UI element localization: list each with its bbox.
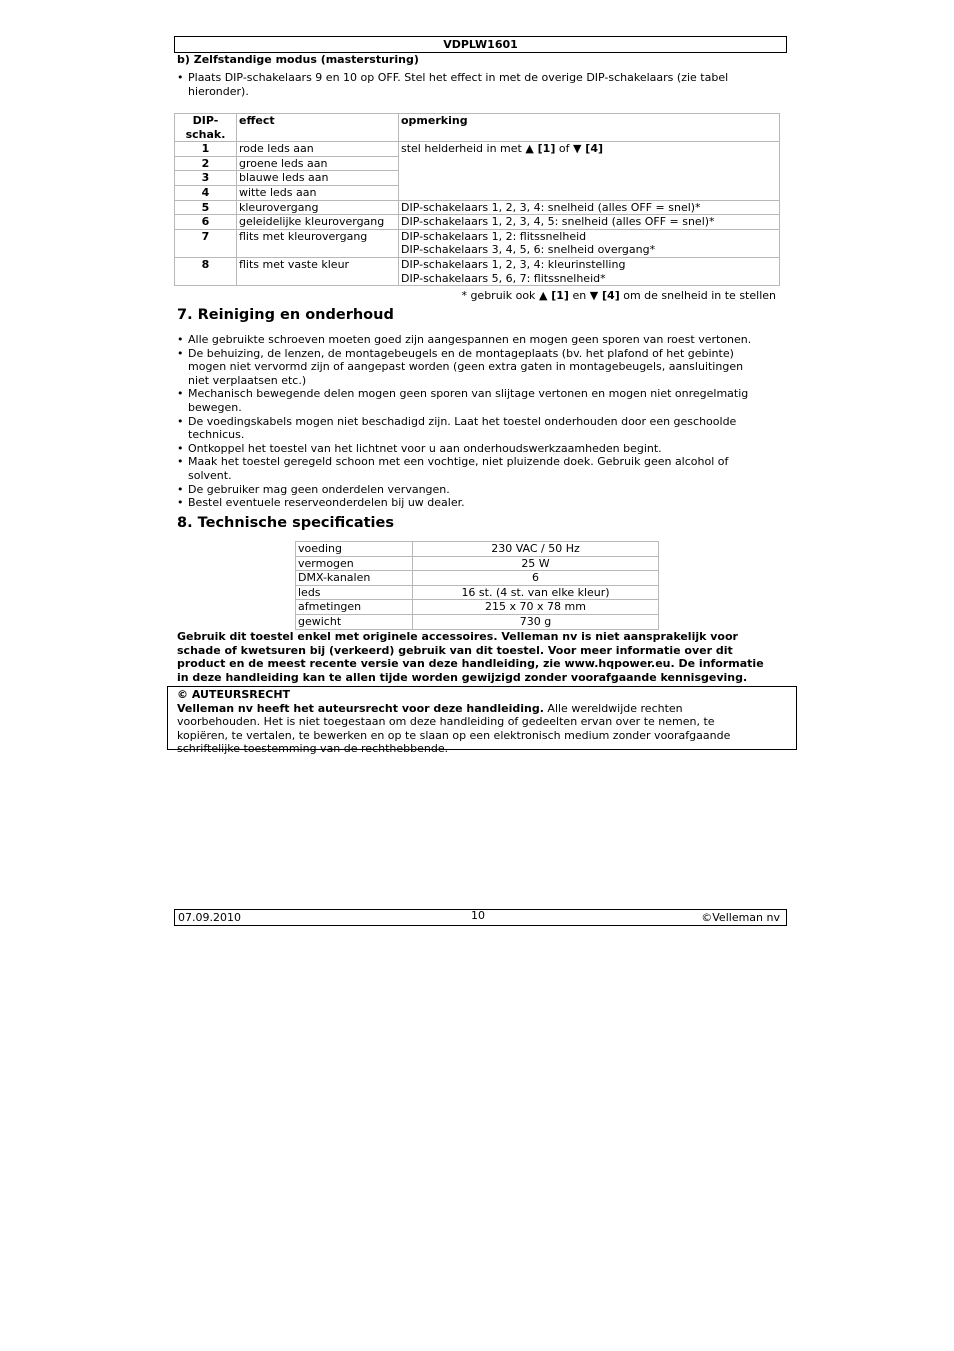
footer-date: 07.09.2010 — [178, 911, 241, 924]
footer-company: ©Velleman nv — [701, 911, 780, 924]
list-item: • De behuizing, de lenzen, de montagebeugels en de montageplaats (bv. het plafond of het gebinte) mogen niet vervormd zijn of aangepast worden (geen extra gaten in montagebeugels, aansluitingen niet verplaatsen etc.) — [177, 347, 767, 388]
list-item: • De voedingskabels mogen niet beschadigd zijn. Laat het toestel onderhouden door een geschoolde technicus. — [177, 415, 767, 442]
accessories-notice: Gebruik dit toestel enkel met originele accessoires. Velleman nv is niet aansprakelijk voor schade of kwetsuren bij (verkeerd) gebruik van dit toestel. Voor meer informatie over dit product en de meest recente versie van deze handleiding, zie www.hqpower.eu. De informatie in deze handleiding kan te allen tijde worden gewijzigd zonder voorafgaande kennisgeving. — [177, 630, 764, 684]
table-row: vermogen 25 W — [296, 556, 659, 571]
table-header-row — [175, 114, 780, 142]
list-item: • De gebruiker mag geen onderdelen vervangen. — [177, 483, 767, 497]
table-row: 6 geleidelijke kleurovergang DIP-schakelaars 1, 2, 3, 4, 5: snelheid (alles OFF = snel)* — [175, 215, 780, 230]
page-number: 10 — [471, 909, 485, 922]
section-b-title: b) Zelfstandige modus (mastersturing) — [177, 53, 419, 66]
table-row: 3 blauwe leds aan — [175, 171, 780, 186]
table-row: DMX-kanalen 6 — [296, 571, 659, 586]
table-row: 5 kleurovergang DIP-schakelaars 1, 2, 3, 4: snelheid (alles OFF = snel)* — [175, 200, 780, 215]
up-arrow-icon: ▲ — [525, 142, 534, 156]
table-row: 1 rode leds aan stel helderheid in met ▲ [1] of ▼ [4] — [175, 142, 780, 157]
table-row: 4 witte leds aan — [175, 185, 780, 200]
list-item: • Maak het toestel geregeld schoon met een vochtige, niet pluizende doek. Gebruik geen alcohol of solvent. — [177, 455, 767, 482]
list-item: • Bestel eventuele reserveonderdelen bij uw dealer. — [177, 496, 767, 510]
header-effect: effect — [237, 114, 399, 142]
down-arrow-icon: ▼ — [572, 142, 582, 156]
table-row: voeding 230 VAC / 50 Hz — [296, 542, 659, 557]
section-8-title: 8. Technische specificaties — [177, 515, 394, 531]
section-7-bullets — [177, 333, 767, 510]
table-row: afmetingen 215 x 70 x 78 mm — [296, 600, 659, 615]
list-item: • Plaats DIP-schakelaars 9 en 10 op OFF. Stel het effect in met de overige DIP-schakelaars (zie tabel hieronder). — [177, 71, 775, 98]
list-item: • Ontkoppel het toestel van het lichtnet voor u aan onderhoudswerkzaamheden begint. — [177, 442, 767, 456]
brightness-remark: stel helderheid in met ▲ [1] of ▼ [4] — [399, 142, 780, 200]
header-remark: opmerking — [399, 114, 780, 142]
table-row: leds 16 st. (4 st. van elke kleur) — [296, 585, 659, 600]
table-row: 8 flits met vaste kleur DIP-schakelaars 1, 2, 3, 4: kleurinstelling DIP-schakelaars 5, 6, 7: flitssnelheid* — [175, 257, 780, 285]
list-item: • Alle gebruikte schroeven moeten goed zijn aangespannen en mogen geen sporen van roest vertonen. — [177, 333, 767, 347]
page-header — [174, 36, 787, 53]
table-footnote: * gebruik ook ▲ [1] en ▼ [4] om de snelheid in te stellen — [461, 289, 776, 302]
model-number: VDPLW1601 — [443, 38, 518, 51]
header-dip: DIP- schak. — [175, 114, 237, 142]
copyright-box: © AUTEURSRECHT Velleman nv heeft het auteursrecht voor deze handleiding. Alle wereldwijde rechten voorbehouden. Het is niet toegestaan om deze handleiding of gedeelten ervan over te nemen, te kopiëren, te vertalen, te bewerken en op te slaan op een elektronisch medium zonder voorafgaande schriftelijke toestemming van de rechthebbende. — [167, 686, 797, 750]
down-arrow-icon: ▼ — [589, 289, 599, 302]
spec-table — [295, 541, 659, 630]
page-footer — [174, 909, 787, 926]
table-row: 7 flits met kleurovergang DIP-schakelaars 1, 2: flitssnelheid DIP-schakelaars 3, 4, 5, 6: snelheid overgang* — [175, 229, 780, 257]
section-b-bullets — [177, 71, 775, 98]
table-row: gewicht 730 g — [296, 614, 659, 629]
copyright-title: © AUTEURSRECHT — [177, 688, 291, 701]
dip-switch-table — [174, 113, 780, 286]
up-arrow-icon: ▲ — [538, 289, 548, 302]
table-row: 2 groene leds aan — [175, 156, 780, 171]
list-item: • Mechanisch bewegende delen mogen geen sporen van slijtage vertonen en mogen niet onregelmatig bewegen. — [177, 387, 767, 414]
section-7-title: 7. Reiniging en onderhoud — [177, 307, 394, 323]
